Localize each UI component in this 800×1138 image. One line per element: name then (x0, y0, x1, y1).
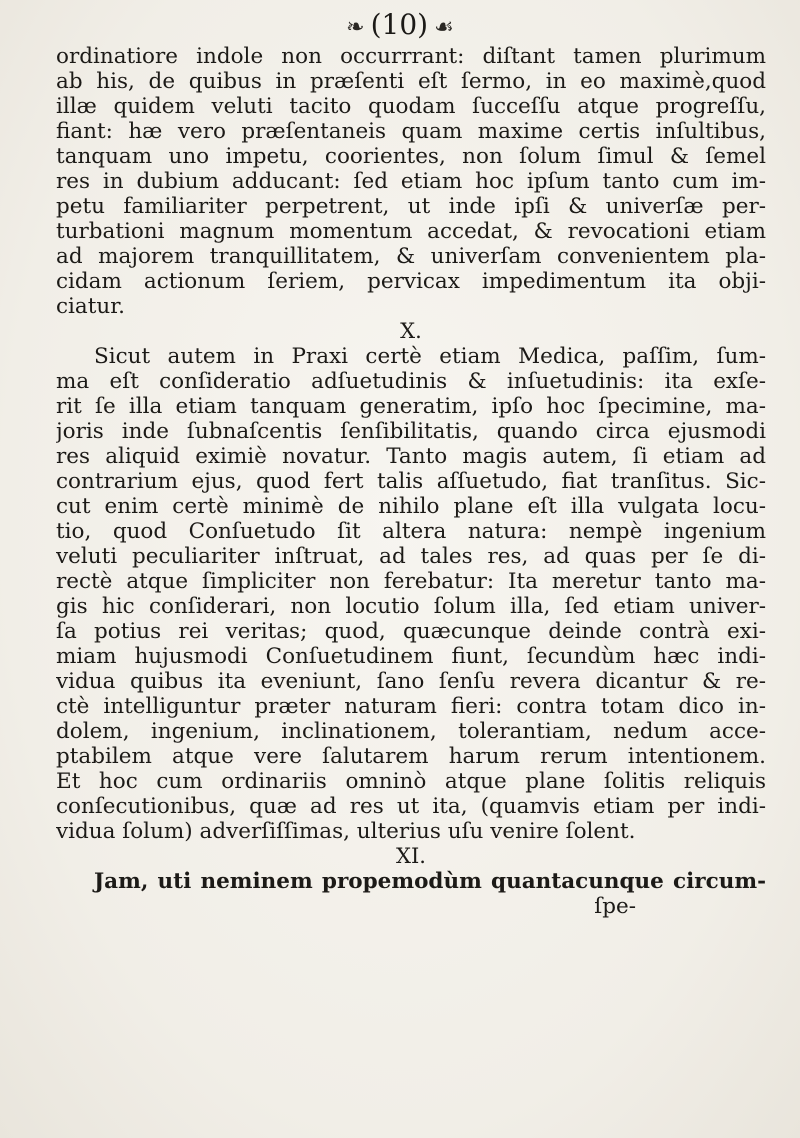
page-number: (10) (370, 8, 429, 41)
paragraph-intro (56, 44, 766, 319)
text-line: tanquam uno impetu, coorientes, non ſolum ſimul & ſemel (56, 144, 766, 169)
text-line: Jam, uti neminem propemodùm quantacunque circum- (94, 869, 766, 894)
text-line: joris inde ſubnaſcentis ſenſibilitatis, quando circa ejusmodi (56, 419, 766, 444)
paragraph-x (56, 344, 766, 844)
text-line: Et hoc cum ordinariis omninò atque plane ſolitis reliquis (56, 769, 766, 794)
page-header (0, 8, 800, 45)
text-line: vidua quibus ita eveniunt, ſano ſenſu revera dicantur & re- (56, 669, 766, 694)
text-line: res aliquid eximiè novatur. Tanto magis autem, ſi etiam ad (56, 444, 766, 469)
text-line: ptabilem atque vere ſalutarem harum rerum intentionem. (56, 744, 766, 769)
text-line: tio, quod Conſuetudo ſit altera natura: nempè ingenium (56, 519, 766, 544)
text-line: conſecutionibus, quæ ad res ut ita, (quamvis etiam per indi- (56, 794, 766, 819)
text-line: res in dubium adducant: ſed etiam hoc ipſum tanto cum im- (56, 169, 766, 194)
text-line: dolem, ingenium, inclinationem, tolerantiam, nedum acce- (56, 719, 766, 744)
text-line: turbationi magnum momentum accedat, & revocationi etiam (56, 219, 766, 244)
text-line: Sicut autem in Praxi certè etiam Medica, paſſim, ſum- (94, 344, 766, 369)
text-line: ſa potius rei veritas; quod, quæcunque deinde contrà exi- (56, 619, 766, 644)
text-line: ordinatiore indole non occurrrant: diſtant tamen plurimum (56, 44, 766, 69)
text-line: ab his, de quibus in præſenti eſt ſermo, in eo maximè,quod (56, 69, 766, 94)
page-body (56, 44, 766, 919)
text-line: contrarium ejus, quod fert talis aſſuetudo, fiat tranſitus. Sic- (56, 469, 766, 494)
text-line: rectè atque ſimpliciter non ferebatur: Ita meretur tanto ma- (56, 569, 766, 594)
text-line: fiant: hæ vero præſentaneis quam maxime certis inſultibus, (56, 119, 766, 144)
text-line: gis hic conſiderari, non locutio ſolum illa, ſed etiam univer- (56, 594, 766, 619)
text-line: ciatur. (56, 294, 125, 319)
text-line: ad majorem tranquillitatem, & univerſam convenientem pla- (56, 244, 766, 269)
text-line: miam hujusmodi Conſuetudinem fiunt, ſecundùm hæc indi- (56, 644, 766, 669)
text-line: cidam actionum ſeriem, pervicax impedimentum ita obji- (56, 269, 766, 294)
text-line: illæ quidem veluti tacito quodam ſucceſſu atque progreſſu, (56, 94, 766, 119)
text-line: ctè intelliguntur præter naturam fieri: contra totam dico in- (56, 694, 766, 719)
ornament-right-icon: ☙ (434, 15, 454, 40)
section-heading-x: X. (400, 319, 422, 343)
text-line: veluti peculiariter inſtruat, ad tales res, ad quas per ſe di- (56, 544, 766, 569)
text-line: cut enim certè minimè de nihilo plane eſt illa vulgata locu- (56, 494, 766, 519)
catchword: ſpe- (594, 894, 636, 919)
paragraph-xi (56, 869, 766, 894)
ornament-left-icon: ❧ (346, 15, 365, 40)
text-line: petu familiariter perpetrent, ut inde ipſi & univerſæ per- (56, 194, 766, 219)
text-line: ma eſt conſideratio adſuetudinis & inſuetudinis: ita exſe- (56, 369, 766, 394)
section-heading-xi: XI. (396, 844, 426, 868)
text-line: vidua ſolum) adverſiſſimas, ulterius uſu venire ſolent. (56, 819, 636, 844)
text-line: rit ſe illa etiam tanquam generatim, ipſo hoc ſpecimine, ma- (56, 394, 766, 419)
